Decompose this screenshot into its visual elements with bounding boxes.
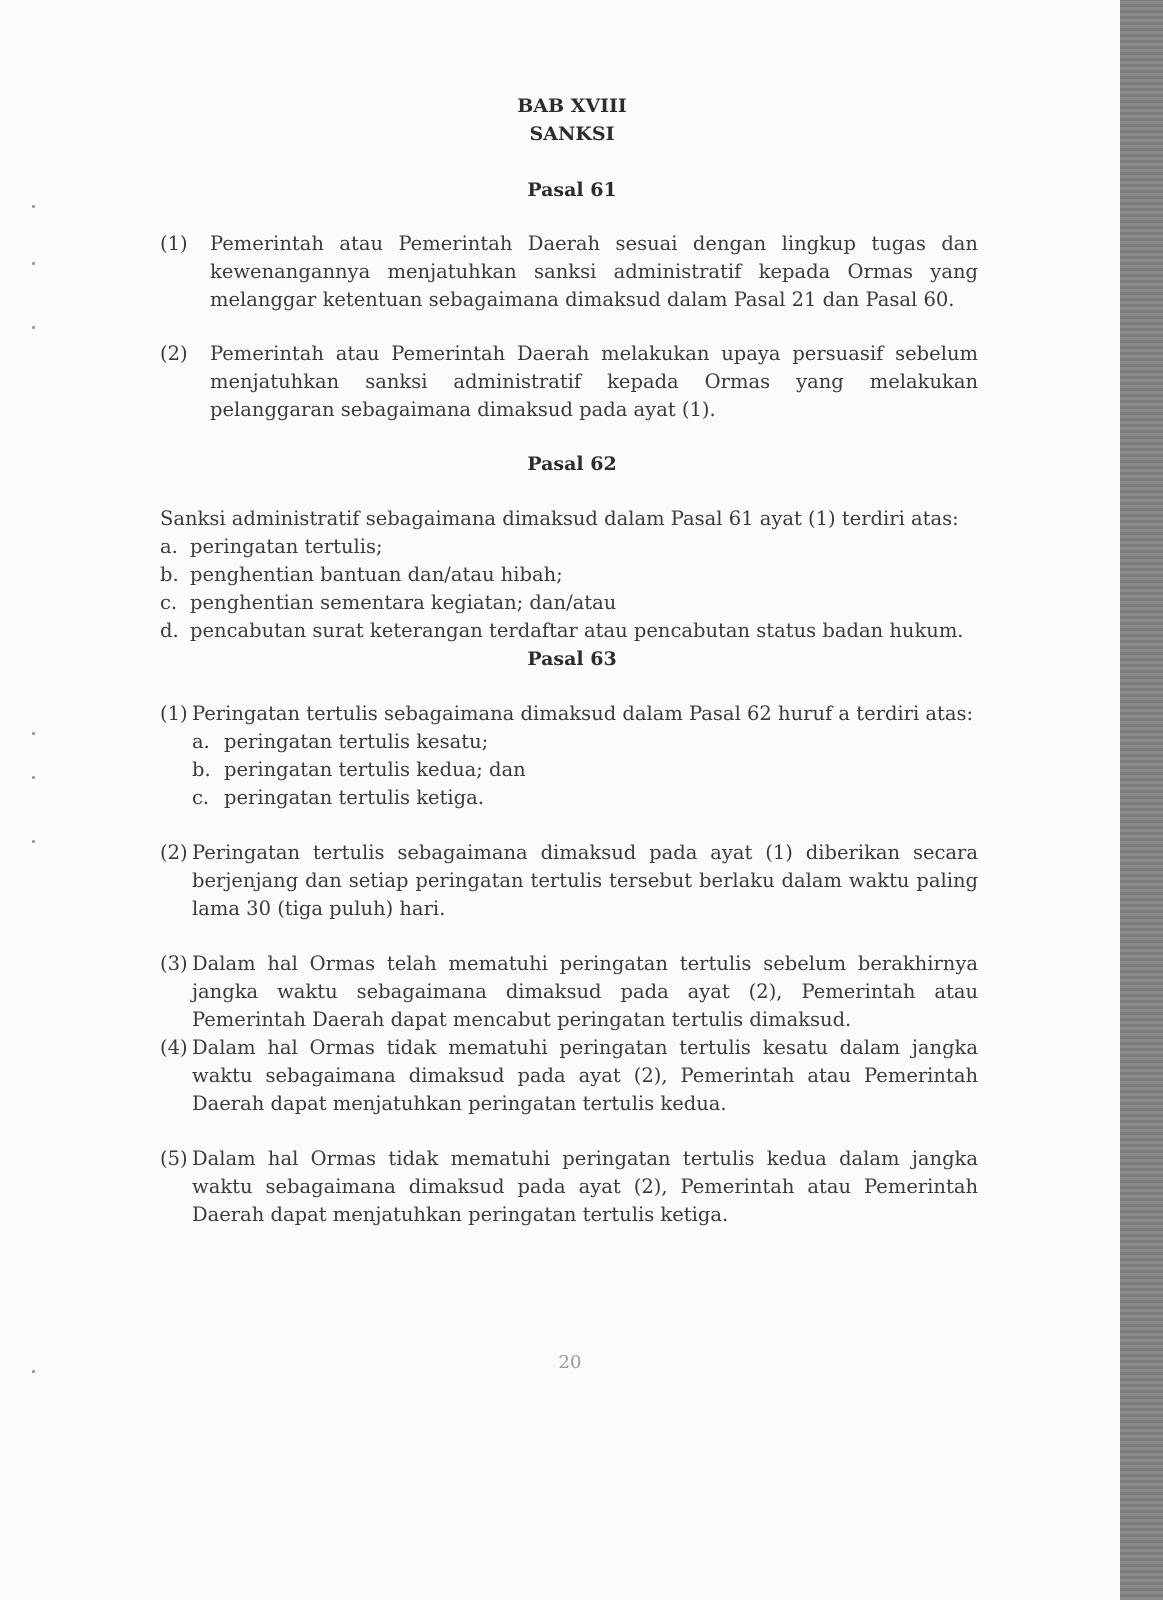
pasal-63-ayat-3 (160, 950, 978, 1034)
ayat-text: Dalam hal Ormas tidak mematuhi peringatan tertulis kesatu dalam jangka waktu sebagaimana dimaksud pada ayat (2), Pemerintah atau Pemerintah Daerah dapat menjatuhkan peringatan tertulis kedua. (192, 1036, 978, 1115)
pasal-63-subitem-a (192, 728, 978, 756)
item-letter: c. (160, 591, 178, 614)
ayat-number: (3) (160, 952, 188, 975)
ayat-text: Peringatan tertulis sebagaimana dimaksud pada ayat (1) diberikan secara berjenjang dan setiap peringatan tertulis tersebut berlaku dalam waktu paling lama 30 (tiga puluh) hari. (192, 841, 978, 920)
item-letter: a. (192, 730, 210, 753)
ayat-number: (5) (160, 1147, 188, 1170)
ayat-text: Peringatan tertulis sebagaimana dimaksud dalam Pasal 62 huruf a terdiri atas: (192, 702, 974, 725)
item-text: peringatan tertulis ketiga. (224, 786, 484, 809)
ayat-text: Pemerintah atau Pemerintah Daerah melakukan upaya persuasif sebelum menjatuhkan sanksi administratif kepada Ormas yang melakukan pelanggaran sebagaimana dimaksud pada ayat (1). (210, 342, 978, 421)
item-text: peringatan tertulis kesatu; (224, 730, 489, 753)
pasal-63-ayat-5 (160, 1145, 978, 1229)
ayat-number: (4) (160, 1036, 188, 1059)
pasal-62-intro: Sanksi administratif sebagaimana dimaksud dalam Pasal 61 ayat (1) terdiri atas: (160, 507, 959, 530)
scan-speck (32, 840, 35, 843)
pasal-62-item-a (160, 533, 978, 561)
scan-speck (32, 732, 35, 735)
pasal-63-heading: Pasal 63 (527, 648, 617, 670)
scan-speck (32, 776, 35, 779)
pasal-63-subitem-b (192, 756, 978, 784)
scan-speck (32, 262, 35, 265)
pasal-62-item-d (160, 617, 978, 645)
scan-speck (32, 326, 35, 329)
pasal-62-item-b (160, 561, 978, 589)
ayat-text: Dalam hal Ormas tidak mematuhi peringatan tertulis kedua dalam jangka waktu sebagaimana dimaksud pada ayat (2), Pemerintah atau Pemerintah Daerah dapat menjatuhkan peringatan tertulis ketiga. (192, 1147, 978, 1226)
chapter-title: SANKSI (529, 123, 615, 145)
scan-speck (32, 205, 35, 208)
ayat-number: (2) (160, 342, 188, 365)
item-letter: a. (160, 535, 178, 558)
pasal-63-ayat-2 (160, 839, 978, 923)
pasal-61-heading: Pasal 61 (527, 179, 617, 201)
item-letter: b. (160, 563, 179, 586)
item-text: penghentian sementara kegiatan; dan/atau (190, 591, 617, 614)
pasal-61-ayat-1 (160, 230, 978, 314)
pasal-62-item-c (160, 589, 978, 617)
ayat-number: (1) (160, 702, 188, 725)
pasal-63-ayat-1 (160, 700, 978, 728)
pasal-61-ayat-2 (160, 340, 978, 424)
ayat-text: Pemerintah atau Pemerintah Daerah sesuai dengan lingkup tugas dan kewenangannya menjatuhkan sanksi administratif kepada Ormas yang melanggar ketentuan sebagaimana dimaksud dalam Pasal 21 dan Pasal 60. (210, 232, 978, 311)
page-number: 20 (558, 1352, 582, 1373)
item-letter: b. (192, 758, 211, 781)
pasal-63-ayat-4 (160, 1034, 978, 1118)
chapter-number: BAB XVIII (517, 95, 627, 117)
item-text: penghentian bantuan dan/atau hibah; (190, 563, 563, 586)
item-letter: c. (192, 786, 210, 809)
ayat-number: (2) (160, 841, 188, 864)
item-letter: d. (160, 619, 179, 642)
item-text: pencabutan surat keterangan terdaftar atau pencabutan status badan hukum. (190, 619, 964, 642)
ayat-text: Dalam hal Ormas telah mematuhi peringatan tertulis sebelum berakhirnya jangka waktu sebagaimana dimaksud pada ayat (2), Pemerintah atau Pemerintah Daerah dapat mencabut peringatan tertulis dimaksud. (192, 952, 978, 1031)
ayat-number: (1) (160, 232, 188, 255)
pasal-62-heading: Pasal 62 (527, 453, 617, 475)
item-text: peringatan tertulis; (190, 535, 383, 558)
document-page (160, 92, 978, 1229)
pasal-63-subitem-c (192, 784, 978, 812)
item-text: peringatan tertulis kedua; dan (224, 758, 526, 781)
